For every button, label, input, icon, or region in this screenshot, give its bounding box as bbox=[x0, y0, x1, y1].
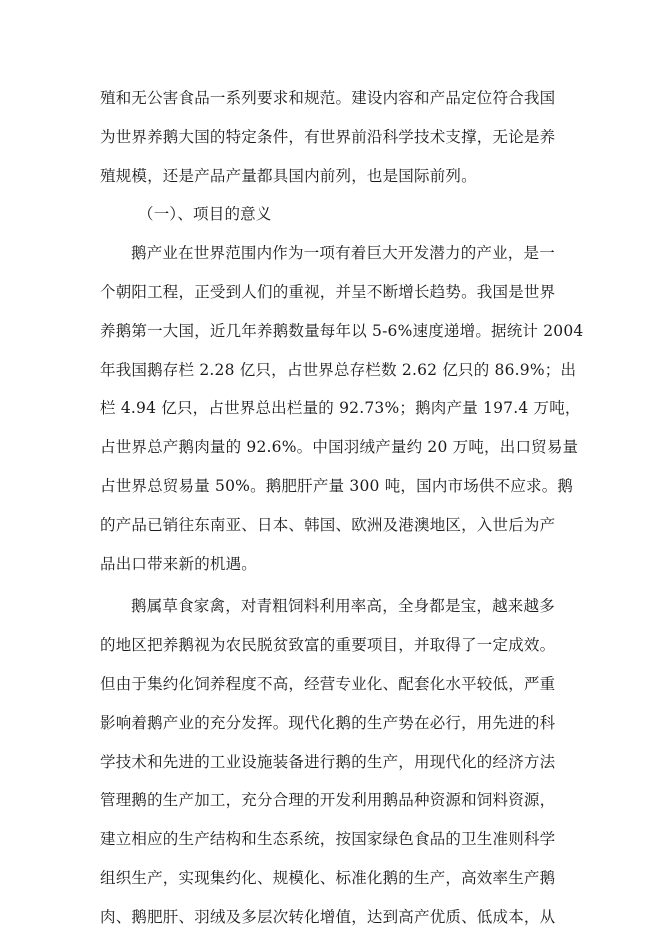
text-line: 建立相应的生产结构和生态系统，按国家绿色食品的卫生准则科学 bbox=[100, 830, 556, 849]
text-line: 栏 4.94 亿只，占世界总出栏量的 92.73%；鹅肉产量 197.4 万吨， bbox=[100, 399, 581, 418]
document-body bbox=[100, 79, 584, 937]
text-line: 但由于集约化饲养程度不高，经营专业化、配套化水平较低，严重 bbox=[100, 674, 556, 693]
text-line: 年我国鹅存栏 2.28 亿只，占世界总存栏数 2.62 亿只的 86.9%；出 bbox=[100, 360, 577, 379]
text-line: 管理鹅的生产加工，充分合理的开发利用鹅品种资源和饲料资源， bbox=[100, 791, 556, 810]
section-heading: （一）、项目的意义 bbox=[138, 205, 272, 224]
text-line: 占世界总贸易量 50%。鹅肥肝产量 300 吨，国内市场供不应求。鹅 bbox=[100, 476, 574, 495]
text-line: 占世界总产鹅肉量的 92.6%。中国羽绒产量约 20 万吨，出口贸易量 bbox=[100, 438, 579, 457]
text-line: 殖规模，还是产品产量都具国内前列，也是国际前列。 bbox=[100, 166, 477, 185]
text-line: 鹅属草食家禽，对青粗饲料利用率高，全身都是宝，越来越多 bbox=[131, 597, 555, 616]
text-line: 学技术和先进的工业设施装备进行鹅的生产，用现代化的经济方法 bbox=[100, 752, 556, 771]
text-line: 个朝阳工程，正受到人们的重视，并呈不断增长趋势。我国是世界 bbox=[100, 282, 556, 301]
text-line: 鹅产业在世界范围内作为一项有着巨大开发潜力的产业，是一 bbox=[131, 244, 555, 263]
text-line: 组织生产，实现集约化、规模化、标准化鹅的生产，高效率生产鹅 bbox=[100, 868, 556, 887]
text-line: 肉、鹅肥肝、羽绒及多层次转化增值，达到高产优质、低成本，从 bbox=[100, 907, 556, 926]
text-line: 影响着鹅产业的充分发挥。现代化鹅的生产势在必行，用先进的科 bbox=[100, 713, 556, 732]
text-line: 养鹅第一大国，近几年养鹅数量每年以 5-6%速度递增。据统计 2004 bbox=[100, 321, 584, 340]
text-line: 的产品已销往东南亚、日本、韩国、欧洲及港澳地区，入世后为产 bbox=[100, 515, 556, 534]
text-line: 品出口带来新的机遇。 bbox=[100, 554, 258, 573]
text-line: 为世界养鹅大国的特定条件，有世界前沿科学技术支撑，无论是养 bbox=[100, 127, 556, 146]
significance-paragraph-2 bbox=[100, 587, 560, 936]
significance-paragraph-1 bbox=[100, 234, 584, 583]
text-line: 殖和无公害食品一系列要求和规范。建设内容和产品定位符合我国 bbox=[100, 89, 556, 107]
text-line: 的地区把养鹅视为农民脱贫致富的重要项目，并取得了一定成效。 bbox=[100, 636, 556, 655]
intro-paragraph bbox=[100, 79, 560, 195]
